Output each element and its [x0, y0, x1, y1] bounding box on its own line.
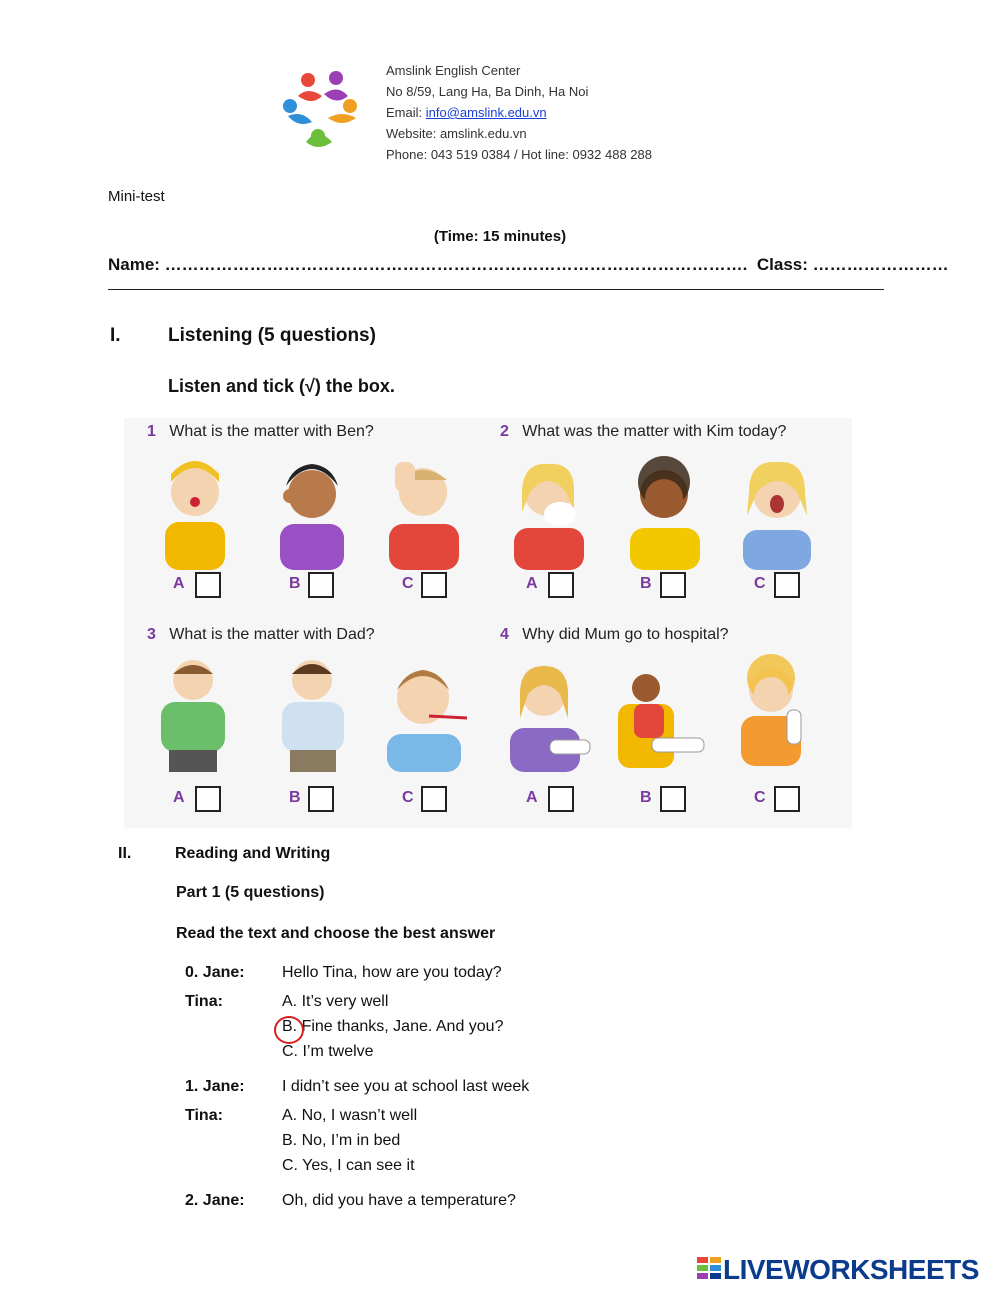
q3-option-b-checkbox[interactable] [308, 786, 334, 812]
email-link[interactable]: info@amslink.edu.vn [425, 105, 547, 120]
q4-option-c-checkbox[interactable] [774, 786, 800, 812]
email-label: Email: [386, 105, 426, 120]
q2-option-a-label: A [526, 575, 538, 592]
name-class-row [108, 255, 949, 275]
section2-number: II. [118, 845, 132, 862]
q1-option-a-checkbox[interactable] [195, 572, 221, 598]
q3-option-c-checkbox[interactable] [421, 786, 447, 812]
center-phone: Phone: 043 519 0384 / Hot line: 0932 488 288 [386, 147, 652, 162]
mum-broken-arm-illustration [500, 654, 598, 772]
dialogue-1-answer-b[interactable]: B. No, I’m in bed [282, 1132, 401, 1149]
dialogue-0-line: Hello Tina, how are you today? [282, 964, 502, 981]
school-contact-block [386, 60, 652, 165]
dialogue-0-answer-b[interactable]: B. Fine thanks, Jane. And you? [282, 1018, 504, 1035]
dad-temperature-illustration [375, 654, 473, 772]
name-field[interactable]: Name: …………………………………………………………………………………………. [108, 255, 748, 274]
q4-option-b-checkbox[interactable] [660, 786, 686, 812]
question-text: What is the matter with Dad? [169, 626, 375, 643]
q2-option-b-label: B [640, 575, 652, 592]
dialogue-2-speaker-jane: 2. Jane: [185, 1192, 245, 1209]
kim-cough-illustration [612, 452, 710, 570]
question-4 [500, 626, 729, 644]
dialogue-1-speaker-tina: Tina: [185, 1107, 223, 1124]
q4-option-b-label: B [640, 789, 652, 806]
section1-instruction: Listen and tick (√) the box. [168, 376, 395, 396]
q4-option-c-label: C [754, 789, 766, 806]
time-limit: (Time: 15 minutes) [433, 228, 567, 245]
dad-backache-illustration [262, 654, 360, 772]
center-website: Website: amslink.edu.vn [386, 126, 527, 141]
q3-option-a-label: A [173, 789, 185, 806]
dialogue-0-speaker-jane: 0. Jane: [185, 964, 245, 981]
center-address: No 8/59, Lang Ha, Ba Dinh, Ha Noi [386, 84, 589, 99]
q1-option-c-checkbox[interactable] [421, 572, 447, 598]
mum-injured-arm-illustration [727, 654, 825, 772]
question-text: What was the matter with Kim today? [522, 423, 787, 440]
q2-option-a-checkbox[interactable] [548, 572, 574, 598]
class-field[interactable]: Class: …………………… [756, 255, 949, 274]
center-email-row [386, 102, 652, 123]
liveworksheets-brand [697, 1254, 979, 1286]
center-name: Amslink English Center [386, 63, 521, 78]
question-1 [147, 423, 374, 441]
divider [108, 289, 884, 290]
question-number: 3 [147, 626, 156, 643]
dialogue-0-speaker-tina: Tina: [185, 993, 223, 1010]
question-text: Why did Mum go to hospital? [522, 626, 729, 643]
dialogue-1-line: I didn’t see you at school last week [282, 1078, 530, 1095]
q3-option-b-label: B [289, 789, 301, 806]
section2-title: Reading and Writing [175, 845, 331, 862]
question-number: 4 [500, 626, 509, 643]
dialogue-0-answer-a[interactable]: A. It’s very well [282, 993, 389, 1010]
q1-option-b-checkbox[interactable] [308, 572, 334, 598]
mum-broken-leg-illustration [612, 654, 710, 772]
section1-number: I. [110, 325, 121, 346]
school-logo [278, 66, 366, 154]
dialogue-1-answer-a[interactable]: A. No, I wasn’t well [282, 1107, 418, 1124]
part1-title: Part 1 (5 questions) [176, 884, 325, 901]
question-text: What is the matter with Ben? [169, 423, 374, 440]
liveworksheets-logo-icon [697, 1255, 723, 1285]
section1-title: Listening (5 questions) [168, 325, 376, 346]
q2-option-b-checkbox[interactable] [660, 572, 686, 598]
question-3 [147, 626, 375, 644]
kim-sore-throat-illustration [727, 452, 825, 570]
section2-instruction: Read the text and choose the best answer [176, 925, 496, 942]
question-number: 1 [147, 423, 156, 440]
ben-earache-illustration [262, 452, 360, 570]
dialogue-2-line: Oh, did you have a temperature? [282, 1192, 516, 1209]
q1-option-a-label: A [173, 575, 185, 592]
ben-headache-illustration [375, 452, 473, 570]
dialogue-0-answer-c[interactable]: C. I’m twelve [282, 1043, 374, 1060]
q1-option-b-label: B [289, 575, 301, 592]
question-2 [500, 423, 786, 441]
dialogue-1-speaker-jane: 1. Jane: [185, 1078, 245, 1095]
q3-option-c-label: C [402, 789, 414, 806]
question-number: 2 [500, 423, 509, 440]
kim-cold-illustration [500, 452, 598, 570]
test-title: Mini-test [108, 188, 165, 205]
ben-nosebleed-illustration [145, 452, 243, 570]
dialogue-1-answer-c[interactable]: C. Yes, I can see it [282, 1157, 415, 1174]
q2-option-c-label: C [754, 575, 766, 592]
q1-option-c-label: C [402, 575, 414, 592]
dad-stomachache-illustration [145, 654, 243, 772]
q4-option-a-checkbox[interactable] [548, 786, 574, 812]
q3-option-a-checkbox[interactable] [195, 786, 221, 812]
example-answer-circle [274, 1016, 304, 1044]
q4-option-a-label: A [526, 789, 538, 806]
q2-option-c-checkbox[interactable] [774, 572, 800, 598]
liveworksheets-wordmark: LIVEWORKSHEETS [723, 1254, 979, 1285]
